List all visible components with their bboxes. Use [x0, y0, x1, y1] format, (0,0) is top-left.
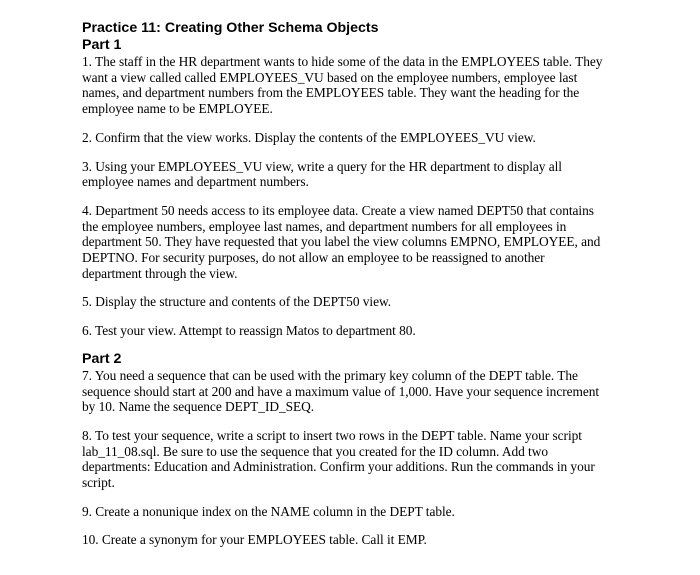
exercise-9: 9. Create a nonunique index on the NAME column in the DEPT table. — [82, 503, 455, 519]
exercise-4: 4. Department 50 needs access to its employee data. Create a view named DEPT50 that contains the employee numbers, employee last names, and department numbers for all employees in department 50. They have requested that you label the view columns EMPNO, EMPLOYEE, and DEPTNO. For security purposes, do not allow an employee to be reassigned to another department through the view. — [82, 202, 601, 281]
part-2-section — [82, 351, 604, 548]
exercise-6: 6. Test your view. Attempt to reassign Matos to department 80. — [82, 323, 416, 339]
part-1-heading: Part 1 — [82, 37, 122, 53]
exercise-8: 8. To test your sequence, write a script to insert two rows in the DEPT table. Name your script lab_11_08.sql. Be sure to use the sequence that you created for the ID column. Add two departments: Education and Administration. Confirm your additions. Run the commands in your script. — [82, 427, 595, 491]
part-2-heading: Part 2 — [82, 350, 122, 367]
exercise-7: 7. You need a sequence that can be used with the primary key column of the DEPT table. The sequence should start at 200 and have a maximum value of 1,000. Have your sequence increment by 10. Name the sequence DEPT_ID_SEQ. — [82, 367, 600, 415]
page-title: Practice 11: Creating Other Schema Objects — [82, 20, 379, 36]
exercise-5: 5. Display the structure and contents of the DEPT50 view. — [82, 294, 392, 310]
exercise-10: 10. Create a synonym for your EMPLOYEES table. Call it EMP. — [82, 532, 427, 548]
document-page — [82, 20, 604, 561]
part-1-section — [82, 37, 604, 339]
exercise-1: 1. The staff in the HR department wants to hide some of the data in the EMPLOYEES table. They want a view called called EMPLOYEES_VU based on the employee numbers, employee last names, and department numbers from the EMPLOYEES table. They want the heading for the employee name to be EMPLOYEE. — [82, 54, 603, 117]
exercise-3: 3. Using your EMPLOYEES_VU view, write a query for the HR department to display all employee names and department numbers. — [82, 158, 562, 190]
exercise-2: 2. Confirm that the view works. Display the contents of the EMPLOYEES_VU view. — [82, 129, 536, 145]
